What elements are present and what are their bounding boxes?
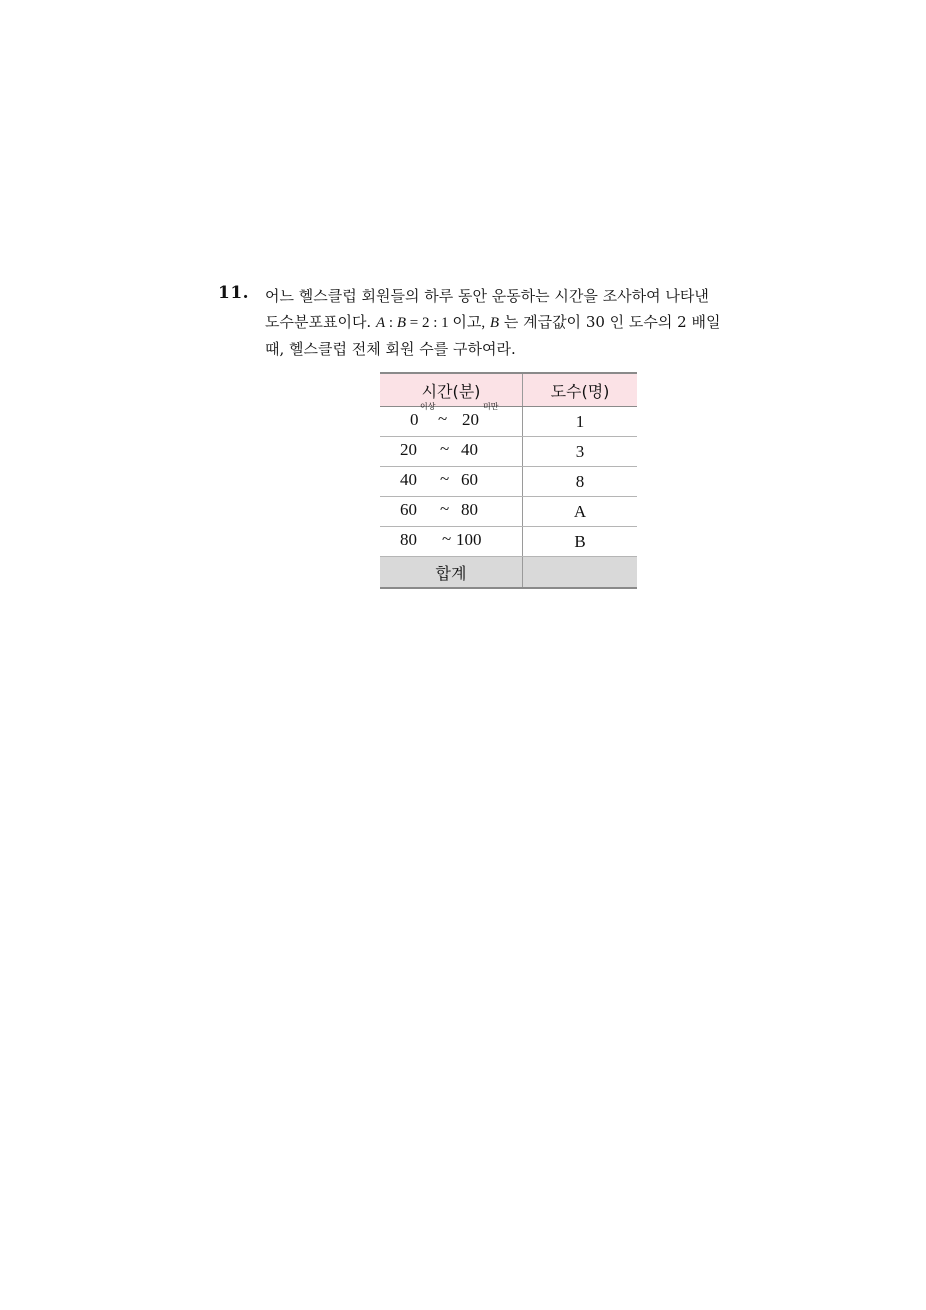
interval-lower: 20 — [400, 440, 417, 459]
interval-lower: 0 — [410, 410, 419, 429]
ratio-rest: = 2 : 1 이고, — [406, 315, 486, 331]
frequency-value: 3 — [523, 437, 638, 467]
frequency-table — [380, 372, 637, 589]
header-frequency: 도수(명) — [523, 373, 638, 407]
interval-upper: 80 — [461, 500, 478, 519]
problem-line-3: 때, 헬스클럽 전체 회원 수를 구하여라. — [265, 340, 516, 358]
interval-lower: 60 — [400, 500, 417, 519]
var-b-condition: B — [489, 315, 500, 331]
sup-inclusive: 이상 — [420, 402, 436, 411]
table-row — [380, 497, 637, 527]
total-label: 합계 — [380, 557, 523, 589]
table-row — [380, 467, 637, 497]
class-interval — [380, 467, 523, 497]
problem-number: 11. — [218, 283, 250, 303]
interval-tilde: ~ — [440, 439, 450, 458]
interval-tilde: ~ — [440, 499, 450, 518]
class-interval — [380, 402, 523, 437]
var-a: A — [375, 315, 386, 331]
total-row — [380, 557, 637, 589]
frequency-value: B — [523, 527, 638, 557]
interval-lower: 80 — [400, 530, 417, 549]
ratio-colon: : — [385, 315, 397, 331]
frequency-value: 8 — [523, 467, 638, 497]
interval-tilde: ~ — [438, 409, 448, 428]
table-row — [380, 527, 637, 557]
sup-exclusive: 미만 — [483, 402, 499, 411]
interval-upper: 100 — [456, 530, 482, 549]
interval-tilde: ~ — [440, 469, 450, 488]
total-value — [523, 557, 638, 589]
table-header-row — [380, 373, 637, 407]
table-row — [380, 437, 637, 467]
interval-tilde: ~ — [442, 529, 452, 548]
frequency-value: 1 — [523, 407, 638, 437]
interval-upper: 60 — [461, 470, 478, 489]
header-time: 시간(분) — [380, 373, 523, 407]
problem-text — [265, 283, 755, 362]
frequency-value: A — [523, 497, 638, 527]
interval-lower: 40 — [400, 470, 417, 489]
class-interval — [380, 437, 523, 467]
interval-upper: 20 — [462, 410, 479, 429]
problem-line-1: 어느 헬스클럽 회원들의 하루 동안 운동하는 시간을 조사하여 나타낸 — [265, 287, 709, 305]
class-interval — [380, 497, 523, 527]
problem-line-2-end: 는 계급값이 30 인 도수의 2 배일 — [499, 313, 721, 331]
table-row — [380, 407, 637, 437]
interval-upper: 40 — [461, 440, 478, 459]
class-interval — [380, 527, 523, 557]
problem-line-2-start: 도수분포표이다. — [265, 313, 372, 331]
var-b: B — [396, 315, 406, 331]
problem-line-2 — [265, 309, 755, 336]
